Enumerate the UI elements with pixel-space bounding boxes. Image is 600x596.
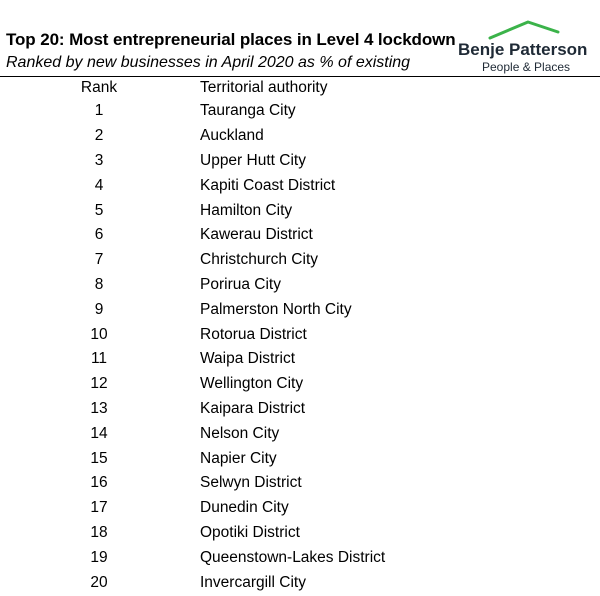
table-row (0, 173, 600, 198)
rank-cell: 16 (90, 474, 108, 492)
authority-cell: Tauranga City (200, 102, 296, 120)
authority-cell: Kawerau District (200, 226, 313, 244)
table-row (0, 397, 600, 422)
header (0, 0, 600, 76)
table-row (0, 471, 600, 496)
table-header-row (0, 77, 600, 99)
table-row (0, 446, 600, 471)
rank-cell: 4 (94, 176, 104, 194)
ranking-table (0, 77, 600, 595)
rank-cell: 6 (94, 226, 104, 244)
brand-tagline: People & Places (482, 60, 571, 74)
authority-cell: Invercargill City (200, 573, 306, 591)
table-row (0, 496, 600, 521)
authority-cell: Dunedin City (200, 499, 289, 517)
table-row (0, 421, 600, 446)
column-header-rank: Rank (80, 79, 118, 96)
table-row (0, 521, 600, 546)
authority-cell: Kaipara District (200, 399, 306, 417)
table-row (0, 99, 600, 124)
rank-cell: 17 (90, 499, 108, 517)
rank-cell: 3 (94, 151, 104, 169)
page-title: Top 20: Most entrepreneurial places in Level 4 lockdown (6, 30, 456, 49)
authority-cell: Selwyn District (200, 474, 302, 492)
rank-cell: 18 (90, 523, 108, 541)
authority-cell: Porirua City (200, 275, 281, 293)
table-row (0, 223, 600, 248)
rank-cell: 19 (90, 548, 108, 566)
table-row (0, 322, 600, 347)
table-row (0, 149, 600, 174)
authority-cell: Upper Hutt City (200, 151, 306, 169)
table-row (0, 545, 600, 570)
table-row (0, 248, 600, 273)
authority-cell: Christchurch City (200, 251, 318, 269)
rank-cell: 10 (90, 325, 108, 343)
rank-cell: 13 (90, 399, 108, 417)
table-row (0, 297, 600, 322)
rank-cell: 14 (90, 424, 108, 442)
rank-cell: 20 (90, 573, 108, 591)
authority-cell: Rotorua District (200, 325, 307, 343)
authority-cell: Opotiki District (200, 523, 300, 541)
authority-cell: Palmerston North City (200, 300, 352, 318)
rank-cell: 9 (94, 300, 104, 318)
page-subtitle: Ranked by new businesses in April 2020 as % of existing (6, 54, 411, 71)
table-row (0, 347, 600, 372)
rank-cell: 2 (94, 127, 104, 145)
rank-cell: 5 (94, 201, 104, 219)
authority-cell: Queenstown-Lakes District (200, 548, 386, 566)
table-body (0, 99, 600, 595)
brand-name: Benje Patterson (458, 40, 588, 59)
table-row (0, 273, 600, 298)
roof-icon (488, 18, 560, 42)
table-row (0, 124, 600, 149)
rank-cell: 11 (90, 350, 108, 368)
authority-cell: Napier City (200, 449, 277, 467)
rank-cell: 7 (94, 251, 104, 269)
rank-cell: 1 (94, 102, 104, 120)
rank-cell: 12 (90, 375, 108, 393)
authority-cell: Wellington City (200, 375, 304, 393)
authority-cell: Waipa District (200, 350, 296, 368)
table-row (0, 198, 600, 223)
authority-cell: Kapiti Coast District (200, 176, 336, 194)
brand-logo (454, 18, 600, 74)
rank-cell: 15 (90, 449, 108, 467)
table-row (0, 570, 600, 595)
authority-cell: Hamilton City (200, 201, 293, 219)
rank-cell: 8 (94, 275, 104, 293)
table-row (0, 372, 600, 397)
column-header-authority: Territorial authority (200, 79, 328, 96)
authority-cell: Nelson City (200, 424, 280, 442)
authority-cell: Auckland (200, 127, 264, 145)
